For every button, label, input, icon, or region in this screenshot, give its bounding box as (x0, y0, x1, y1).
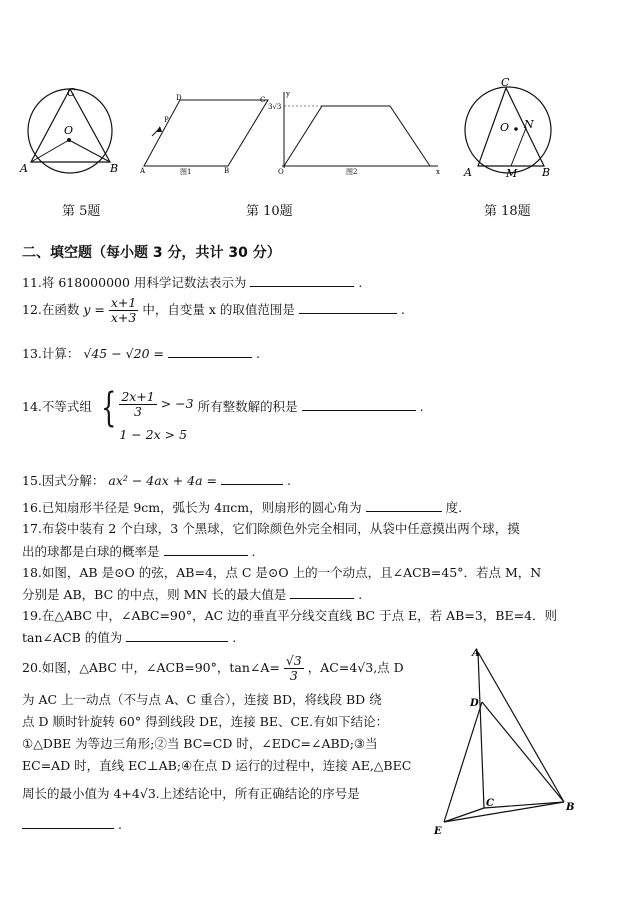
fig20-label-e: E (434, 826, 442, 837)
fig18-label-o: O (500, 121, 510, 134)
fig10-label-d: D (176, 94, 182, 102)
q11-text: 11.将 618000000 用科学记数法表示为 (22, 275, 247, 290)
question-18-line2 (22, 584, 362, 605)
q12-answer-blank[interactable] (299, 299, 397, 314)
q20-l6b: √3 (139, 786, 156, 801)
fig18-label-m: M (506, 167, 518, 180)
q13-expr: √45 − √20 = (83, 346, 164, 361)
q17-answer-blank[interactable] (164, 541, 248, 556)
q14-numerator: 2x+1 (121, 389, 155, 404)
figure-18 (460, 76, 560, 180)
fig10-label-b: B (224, 167, 230, 175)
fig5-label-a: A (20, 162, 28, 175)
q14-row1-rest: > −3 (160, 396, 194, 411)
q14-denominator: 3 (134, 404, 142, 419)
figure-5 (18, 82, 136, 182)
q17-end: . (251, 544, 256, 559)
q14-brace: { (100, 385, 117, 431)
q17-line2-text: 出的球都是白球的概率是 (22, 544, 160, 559)
fig5-label-b: B (110, 162, 119, 175)
q20-l1a: 20.如图，△ABC 中，∠ACB=90°，tan∠A= (22, 660, 280, 675)
question-12 (22, 296, 405, 325)
question-14 (22, 385, 424, 446)
q12-post: 中，自变量 x 的取值范围是 (142, 302, 295, 317)
q16-answer-blank[interactable] (366, 497, 442, 512)
q14-row2: 1 − 2x > 5 (119, 427, 188, 442)
fig5-label-c: C (67, 86, 76, 99)
question-17-line2 (22, 541, 255, 562)
fig20-label-b: B (566, 802, 575, 813)
question-11 (22, 272, 362, 293)
q12-denominator: x+3 (110, 310, 137, 325)
fig18-label-a: A (464, 166, 472, 179)
q12-numerator: x+1 (110, 295, 137, 310)
fig10-label-p: P (164, 116, 169, 124)
q13-end: . (255, 346, 260, 361)
question-16 (22, 497, 462, 518)
q18-answer-blank[interactable] (290, 584, 354, 599)
q18-end: . (358, 587, 363, 602)
q20-end: . (117, 817, 122, 832)
question-19-line2 (22, 627, 236, 648)
section-title: 二、填空题（每小题 3 分，共计 30 分） (22, 245, 281, 261)
fig10-label-tu2: 图2 (346, 168, 358, 176)
q15-end: . (287, 473, 291, 488)
fig18-label-b: B (542, 166, 551, 179)
fig20-label-d: D (470, 698, 479, 709)
question-13 (22, 343, 260, 364)
fig10-label-c: C (260, 96, 266, 104)
fig10-label-x: x (436, 168, 440, 176)
fig18-label-c: C (501, 76, 510, 89)
question-15 (22, 470, 291, 491)
q20-l6a: 周长的最小值为 4+4 (22, 786, 140, 801)
q19-line2-text: tan∠ACB 的值为 (22, 630, 123, 645)
q14-fraction (119, 390, 156, 419)
q12-fraction (109, 296, 138, 325)
q20-l1d: ,点 D (373, 660, 404, 675)
q20-l1c: √3 (357, 660, 374, 675)
q14-answer-blank[interactable] (302, 396, 416, 411)
fig5-label-o: O (64, 124, 74, 137)
question-17-line1: 17.布袋中装有 2 个白球，3 个黑球，它们除颜色外完全相同，从袋中任意摸出两个球，摸 (22, 521, 520, 536)
figure-20 (430, 640, 580, 840)
question-18-line1: 18.如图，AB 是⊙O 的弦，AB=4，点 C 是⊙O 上的一个动点，且∠ACB=45°．若点 M，N (22, 565, 542, 580)
q15-expr: ax² − 4ax + 4a = (108, 473, 218, 488)
q12-pre: 12.在函数 (22, 302, 80, 317)
q16-end: 度. (445, 500, 463, 515)
question-20-line6 (22, 784, 360, 804)
q20-l1b: ，AC=4 (307, 660, 358, 675)
q12-y: y = (83, 302, 105, 317)
q19-end: . (232, 630, 237, 645)
q14-pre: 14.不等式组 (22, 399, 92, 414)
fig10-label-y: y (286, 90, 290, 98)
q14-system (119, 390, 193, 445)
q16-text: 16.已知扇形半径是 9cm，弧长为 4πcm，则扇形的圆心角为 (22, 500, 362, 515)
q13-answer-blank[interactable] (168, 343, 252, 358)
q11-end: . (358, 275, 363, 290)
fig18-label-n: N (524, 118, 534, 131)
fig10-label-a: A (140, 167, 146, 175)
q14-post: 所有整数解的积是 (197, 399, 298, 414)
q20-l6c: .上述结论中，所有正确结论的序号是 (155, 786, 360, 801)
fig18-caption: 第 18题 (484, 204, 531, 219)
q18-line2-text: 分别是 AB，BC 的中点，则 MN 长的最大值是 (22, 587, 287, 602)
q20-numerator: √3 (285, 653, 302, 668)
q20-answer-blank[interactable] (22, 814, 114, 829)
question-20-line4: ①△DBE 为等边三角形;②当 BC=CD 时，∠EDC=∠ABD;③当 (22, 736, 378, 751)
question-20-line5: EC=AD 时，直线 EC⊥AB;④在点 D 运行的过程中，连接 AE,△BEC (22, 758, 412, 773)
fig10-label-tu1: 图1 (180, 168, 192, 176)
q14-end: . (419, 399, 424, 414)
fig5-caption: 第 5题 (62, 204, 101, 219)
question-20-line2: 为 AC 上一动点（不与点 A、C 重合），连接 BD，将线段 BD 绕 (22, 692, 382, 707)
q11-answer-blank[interactable] (250, 272, 354, 287)
q20-denominator: 3 (289, 668, 298, 683)
question-19-line1: 19.在△ABC 中，∠ABC=90°，AC 边的垂直平分线交直线 BC 于点 E，若 AB=3，BE=4．则 (22, 608, 558, 623)
question-20-line1 (22, 654, 404, 683)
q15-pre: 15.因式分解： (22, 473, 105, 488)
figure-10 (140, 88, 445, 180)
q12-end: . (400, 302, 405, 317)
fig10-label-r3: 3√3 (268, 103, 282, 111)
fig20-label-c: C (486, 798, 494, 809)
fig10-caption: 第 10题 (246, 204, 293, 219)
question-20-line3: 点 D 顺时针旋转 60° 得到线段 DE，连接 BE、CE.有如下结论： (22, 714, 389, 729)
question-20-answer-line (22, 814, 122, 835)
fig20-label-a: A (472, 648, 480, 659)
q19-answer-blank[interactable] (126, 627, 228, 642)
q15-answer-blank[interactable] (221, 470, 283, 485)
q20-fraction (284, 654, 304, 683)
fig10-label-o: O (278, 168, 284, 176)
q13-pre: 13.计算： (22, 346, 80, 361)
